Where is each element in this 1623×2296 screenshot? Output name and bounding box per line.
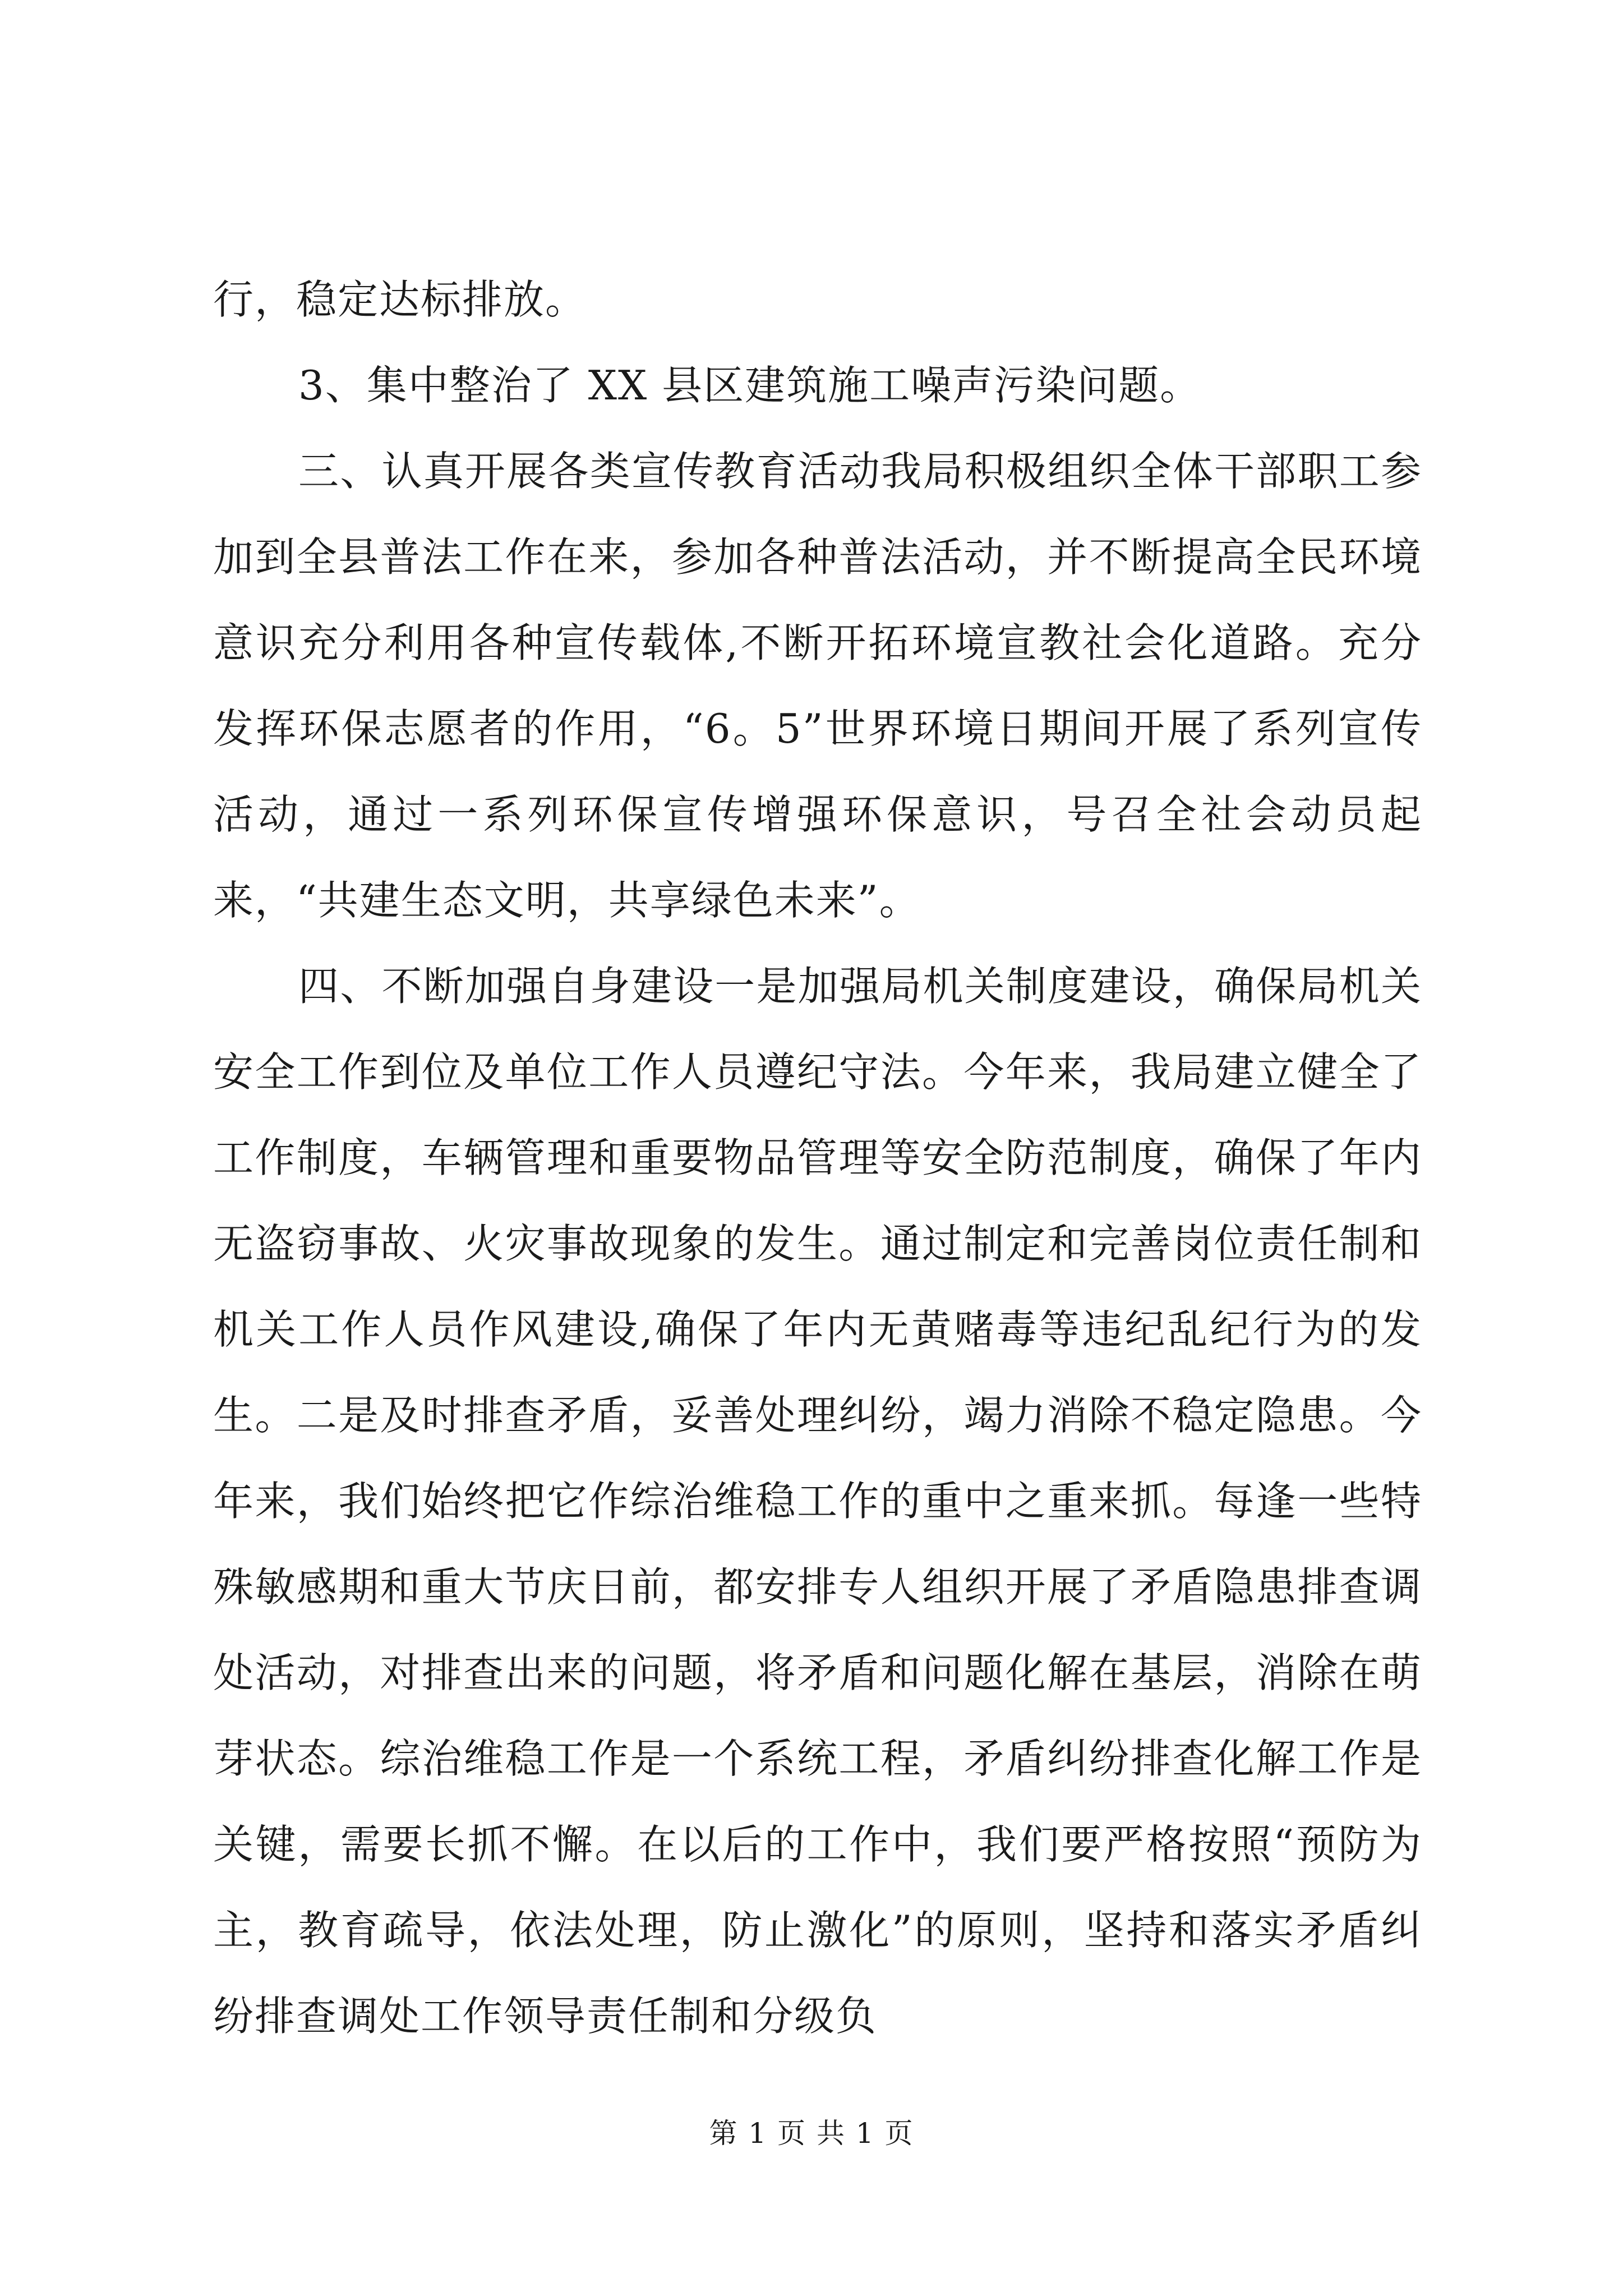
paragraph-3: 三、认真开展各类宣传教育活动我局积极组织全体干部职工参加到全县普法工作在来，参加各种普法活动，并不断提高全民环境意识充分利用各种宣传载体,不断开拓环境宣教社会化道路。充分发挥环保志愿者的作用，“6。5”世界环境日期间开展了系列宣传活动，通过一系列环保宣传增强环保意识，号召全社会动员起来，“共建生态文明，共享绿色未来”。 bbox=[213, 448, 1422, 924]
document-body bbox=[213, 257, 1422, 2059]
paragraph-1: 行，稳定达标排放。 bbox=[213, 276, 587, 323]
page-footer: 第 1 页 共 1 页 bbox=[709, 2117, 914, 2150]
paragraph-4: 四、不断加强自身建设一是加强局机关制度建设，确保局机关安全工作到位及单位工作人员遵纪守法。今年来，我局建立健全了工作制度，车辆管理和重要物品管理等安全防范制度，确保了年内无盗窃事故、火灾事故现象的发生。通过制定和完善岗位责任制和机关工作人员作风建设,确保了年内无黄赌毒等违纪乱纪行为的发生。二是及时排查矛盾，妥善处理纠纷，竭力消除不稳定隐患。今年来，我们始终把它作综治维稳工作的重中之重来抓。每逢一些特殊敏感期和重大节庆日前，都安排专人组织开展了矛盾隐患排查调处活动，对排查出来的问题，将矛盾和问题化解在基层，消除在萌芽状态。综治维稳工作是一个系统工程，矛盾纠纷排查化解工作是关键，需要长抓不懈。在以后的工作中，我们要严格按照“预防为主，教育疏导，依法处理，防止激化”的原则，坚持和落实矛盾纠纷排查调处工作领导责任制和分级负 bbox=[213, 963, 1422, 2040]
paragraph-2: 3、集中整治了 XX 县区建筑施工噪声污染问题。 bbox=[298, 362, 1202, 409]
